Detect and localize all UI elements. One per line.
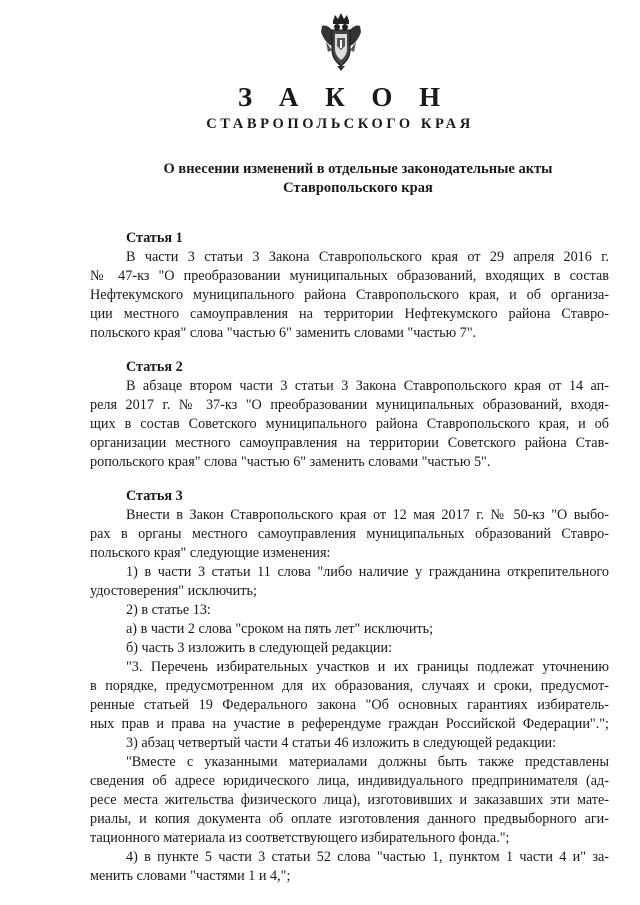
article-2 — [90, 358, 609, 472]
law-title: З А К О Н — [237, 82, 451, 112]
article-text-line: удостоверения" исключить; — [90, 583, 257, 599]
article-text-line: 2) в статье 13: — [126, 602, 211, 618]
article-heading: Статья 3 — [126, 488, 183, 504]
article-text-line: 3) абзац четвертый части 4 статьи 46 изложить в следующей редакции: — [126, 735, 557, 751]
article-text-line: В абзаце втором части 3 статьи 3 Закона Ставропольского края от 14 ап- — [126, 378, 609, 394]
article-heading: Статья 1 — [126, 230, 183, 246]
article-text-line: менить словами "частями 1 и 4,"; — [90, 868, 291, 884]
article-text-line: Внести в Закон Ставропольского края от 12 мая 2017 г. № 50-кз "О выбо- — [126, 507, 609, 523]
article-text-line: Нефтекумского муниципального района Ставропольского края, и об организа- — [90, 287, 609, 303]
article-text-line: ресе места жительства физического лица), изготовивших и заказавших эти мате- — [90, 792, 609, 808]
article-text-line: 1) в части 3 статьи 11 слова "либо наличие у гражданина открепительного — [126, 564, 609, 580]
article-1 — [90, 229, 609, 343]
article-heading: Статья 2 — [126, 359, 183, 375]
article-text-line: В части 3 статьи 3 Закона Ставропольского края от 29 апреля 2016 г. — [126, 249, 609, 265]
article-text-line: ренные статьей 19 Федерального закона "Об основных гарантиях избиратель- — [90, 697, 609, 713]
article-text-line: тационного материала из соответствующего избирательного фонда."; — [90, 830, 510, 846]
article-text-line: рах в органы местного самоуправления муниципальных образований Ставро- — [90, 526, 609, 542]
article-text-line: 4) в пункте 5 части 3 статьи 52 слова "частью 1, пунктом 1 части 4 и" за- — [126, 849, 609, 865]
article-text-line: организации местного самоуправления на территории Советского района Став- — [90, 435, 609, 451]
article-text-line: № 47-кз "О преобразовании муниципальных образований, входящих в состав — [90, 268, 609, 284]
article-text-line: ции местного самоуправления на территории Нефтекумского района Ставро- — [90, 306, 609, 322]
article-text-line: ных прав и права на участие в референдуме граждан Российской Федерации"."; — [90, 716, 609, 732]
article-3 — [90, 487, 609, 886]
document-title-line: О внесении изменений в отдельные законодательные акты — [163, 161, 553, 177]
article-text-line: риалы, и копия документа об оплате изготовления данного предвыборного аги- — [90, 811, 609, 827]
region-title: СТАВРОПОЛЬСКОГО КРАЯ — [206, 116, 474, 132]
article-text-line: а) в части 2 слова "сроком на пять лет" исключить; — [126, 621, 434, 637]
article-text-line: щих в состав Советского муниципального района Ставропольского края, и об — [90, 416, 609, 432]
article-text-line: в порядке, предусмотренном для их образования, случаях и сроки, предусмот- — [90, 678, 609, 694]
article-text-line: "3. Перечень избирательных участков и их границы подлежат уточнению — [126, 659, 609, 675]
article-text-line: польского края" следующие изменения: — [90, 545, 331, 561]
article-text-line: реля 2017 г. № 37-кз "О преобразовании муниципальных образований, входя- — [90, 397, 609, 413]
article-text-line: сведения об адресе юридического лица, индивидуального предпринимателя (ад- — [90, 773, 609, 789]
articles-section — [90, 229, 609, 901]
article-text-line: польского края" слова "частью 6" заменить словами "частью 7". — [90, 325, 477, 341]
coat-of-arms-icon — [318, 12, 364, 72]
document-title — [128, 160, 588, 198]
article-text-line: б) часть 3 изложить в следующей редакции: — [126, 640, 393, 656]
article-text-line: "Вместе с указанными материалами должны быть также представлены — [126, 754, 609, 770]
document-title-line: Ставропольского края — [283, 180, 433, 196]
article-text-line: ропольского края" слова "частью 6" заменить словами "частью 5". — [90, 454, 491, 470]
